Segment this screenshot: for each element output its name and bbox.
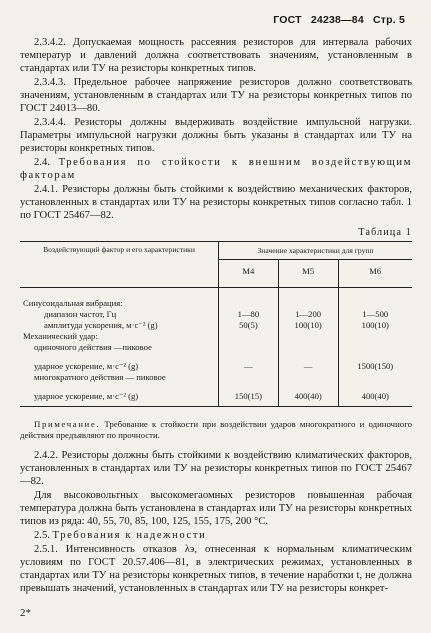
cell-m6: 100(10) bbox=[338, 320, 412, 331]
cell-m6 bbox=[338, 288, 412, 310]
cell-m5 bbox=[278, 288, 338, 310]
note-label: Примечание. bbox=[34, 419, 101, 429]
table-1 bbox=[20, 241, 412, 407]
header-page: Стр. 5 bbox=[372, 14, 405, 26]
row-label: ударное ускорение, м·с⁻² (g) bbox=[34, 391, 139, 401]
row-label bbox=[20, 353, 219, 361]
page-header bbox=[267, 14, 405, 26]
table-col-m4: М4 bbox=[242, 266, 255, 276]
table-header-factor: Воздействующий фактор и его характеристики bbox=[20, 242, 219, 288]
table-row bbox=[20, 309, 412, 320]
para-2344: 2.3.4.4. Резисторы должны выдерживать воздействие импульсной нагрузки. Параметры импульсной нагрузки должны быть указаны в стандартах или ТУ на резисторы конкретных типов. bbox=[20, 117, 412, 154]
cell-m4 bbox=[219, 288, 279, 310]
table-row bbox=[20, 361, 412, 372]
table-header-group: Значение характеристики для групп bbox=[219, 242, 413, 260]
row-label: диапазон частот, Гц bbox=[44, 309, 117, 319]
cell-m6 bbox=[338, 383, 412, 391]
table-row bbox=[20, 383, 412, 391]
section-25-heading bbox=[20, 529, 412, 542]
table-row bbox=[20, 372, 412, 383]
row-label: ударное ускорение, м·с⁻² (g) bbox=[34, 361, 139, 371]
table-col-m6: М6 bbox=[338, 260, 412, 288]
cell-m6 bbox=[338, 353, 412, 361]
para-2343: 2.3.4.3. Предельное рабочее напряжение резисторов должно соответствовать значениям, установленным в стандартах или ТУ на резисторы конкретных типов по ГОСТ 24013—80. bbox=[20, 77, 412, 114]
table-col-m5: М5 bbox=[278, 260, 338, 288]
row-label bbox=[20, 383, 219, 391]
row-label: Механический удар: bbox=[23, 331, 98, 341]
cell-m4 bbox=[219, 342, 279, 353]
header-number: 24238—84 bbox=[310, 14, 364, 26]
cell-m4: — bbox=[219, 361, 279, 372]
note-text: Требование к стойкости при воздействии ударов многократного и одиночного действия предъявляют по прочности. bbox=[20, 419, 412, 440]
section-25-num: 2.5. bbox=[34, 530, 50, 541]
table-row bbox=[20, 353, 412, 361]
cell-m5 bbox=[278, 331, 338, 342]
cell-m6 bbox=[338, 342, 412, 353]
cell-m4 bbox=[219, 331, 279, 342]
cell-m6: 400(40) bbox=[338, 391, 412, 407]
section-24-title: Требования по стойкости к внешним воздействующим факторам bbox=[20, 157, 413, 181]
row-label: амплитуда ускорения, м·с⁻² (g) bbox=[44, 320, 158, 330]
cell-m4 bbox=[219, 372, 279, 383]
cell-m5 bbox=[278, 342, 338, 353]
cell-m5: 1—200 bbox=[278, 309, 338, 320]
table-row bbox=[20, 342, 412, 353]
page-body bbox=[20, 36, 412, 596]
cell-m6 bbox=[338, 331, 412, 342]
section-24-heading bbox=[20, 156, 412, 182]
cell-m4: 50(5) bbox=[219, 320, 279, 331]
row-label: многократного действия — пиковое bbox=[34, 372, 166, 382]
cell-m4 bbox=[219, 353, 279, 361]
table-row bbox=[20, 391, 412, 407]
table-row bbox=[20, 331, 412, 342]
table-row bbox=[20, 320, 412, 331]
table-note bbox=[20, 419, 412, 441]
cell-m5: 100(10) bbox=[278, 320, 338, 331]
page-footer: 2* bbox=[20, 607, 31, 619]
para-2342: 2.3.4.2. Допускаемая мощность рассеяния резисторов для интервала рабочих температур и давлений должна соответствовать значениям, установленным в стандартах или ТУ на резисторы конкретных типов. bbox=[20, 37, 412, 74]
cell-m5 bbox=[278, 383, 338, 391]
cell-m4: 150(15) bbox=[219, 391, 279, 407]
cell-m6: 1500(150) bbox=[338, 361, 412, 372]
para-241: 2.4.1. Резисторы должны быть стойкими к воздействию механических факторов, установленных в стандартах или ТУ на резисторы конкретных типов согласно табл. 1 по ГОСТ 25467—82. bbox=[20, 184, 412, 221]
para-251: 2.5.1. Интенсивность отказов λэ, отнесенная к нормальным климатическим условиям по ГОСТ 20.57.406—81, в электрических режимах, установленных в стандартах или ТУ на резисторы конкретных типов, в течение наработки t, не должна превышать значений, установленных в стандартах или ТУ на резисторы конкрет- bbox=[20, 544, 412, 594]
table-row bbox=[20, 288, 412, 310]
section-24-num: 2.4. bbox=[34, 157, 50, 168]
cell-m4: 1—80 bbox=[219, 309, 279, 320]
cell-m4 bbox=[219, 383, 279, 391]
cell-m6: 1—500 bbox=[338, 309, 412, 320]
table-caption: Таблица 1 bbox=[358, 227, 412, 238]
para-242: 2.4.2. Резисторы должны быть стойкими к воздействию климатических факторов, установленных в стандартах или ТУ на резисторы конкретных типов по ГОСТ 25467—82. bbox=[20, 450, 412, 487]
section-25-title: Требования к надежности bbox=[52, 530, 207, 541]
cell-m5 bbox=[278, 353, 338, 361]
row-label: Синусоидальная вибрация: bbox=[23, 298, 123, 308]
cell-m5: — bbox=[278, 361, 338, 372]
row-label: одиночного действия —пиковое bbox=[34, 342, 152, 352]
cell-m6 bbox=[338, 372, 412, 383]
cell-m5 bbox=[278, 372, 338, 383]
header-gost: ГОСТ bbox=[273, 14, 302, 26]
para-hv-resistors: Для высоковольтных высокомегаомных резисторов повышенная рабочая температура должна быть установлена в стандартах или ТУ на резисторы конкретных типов из ряда: 40, 55, 70, 85, 100, 125, 155, 175, 200 °С. bbox=[20, 490, 412, 527]
cell-m5: 400(40) bbox=[278, 391, 338, 407]
